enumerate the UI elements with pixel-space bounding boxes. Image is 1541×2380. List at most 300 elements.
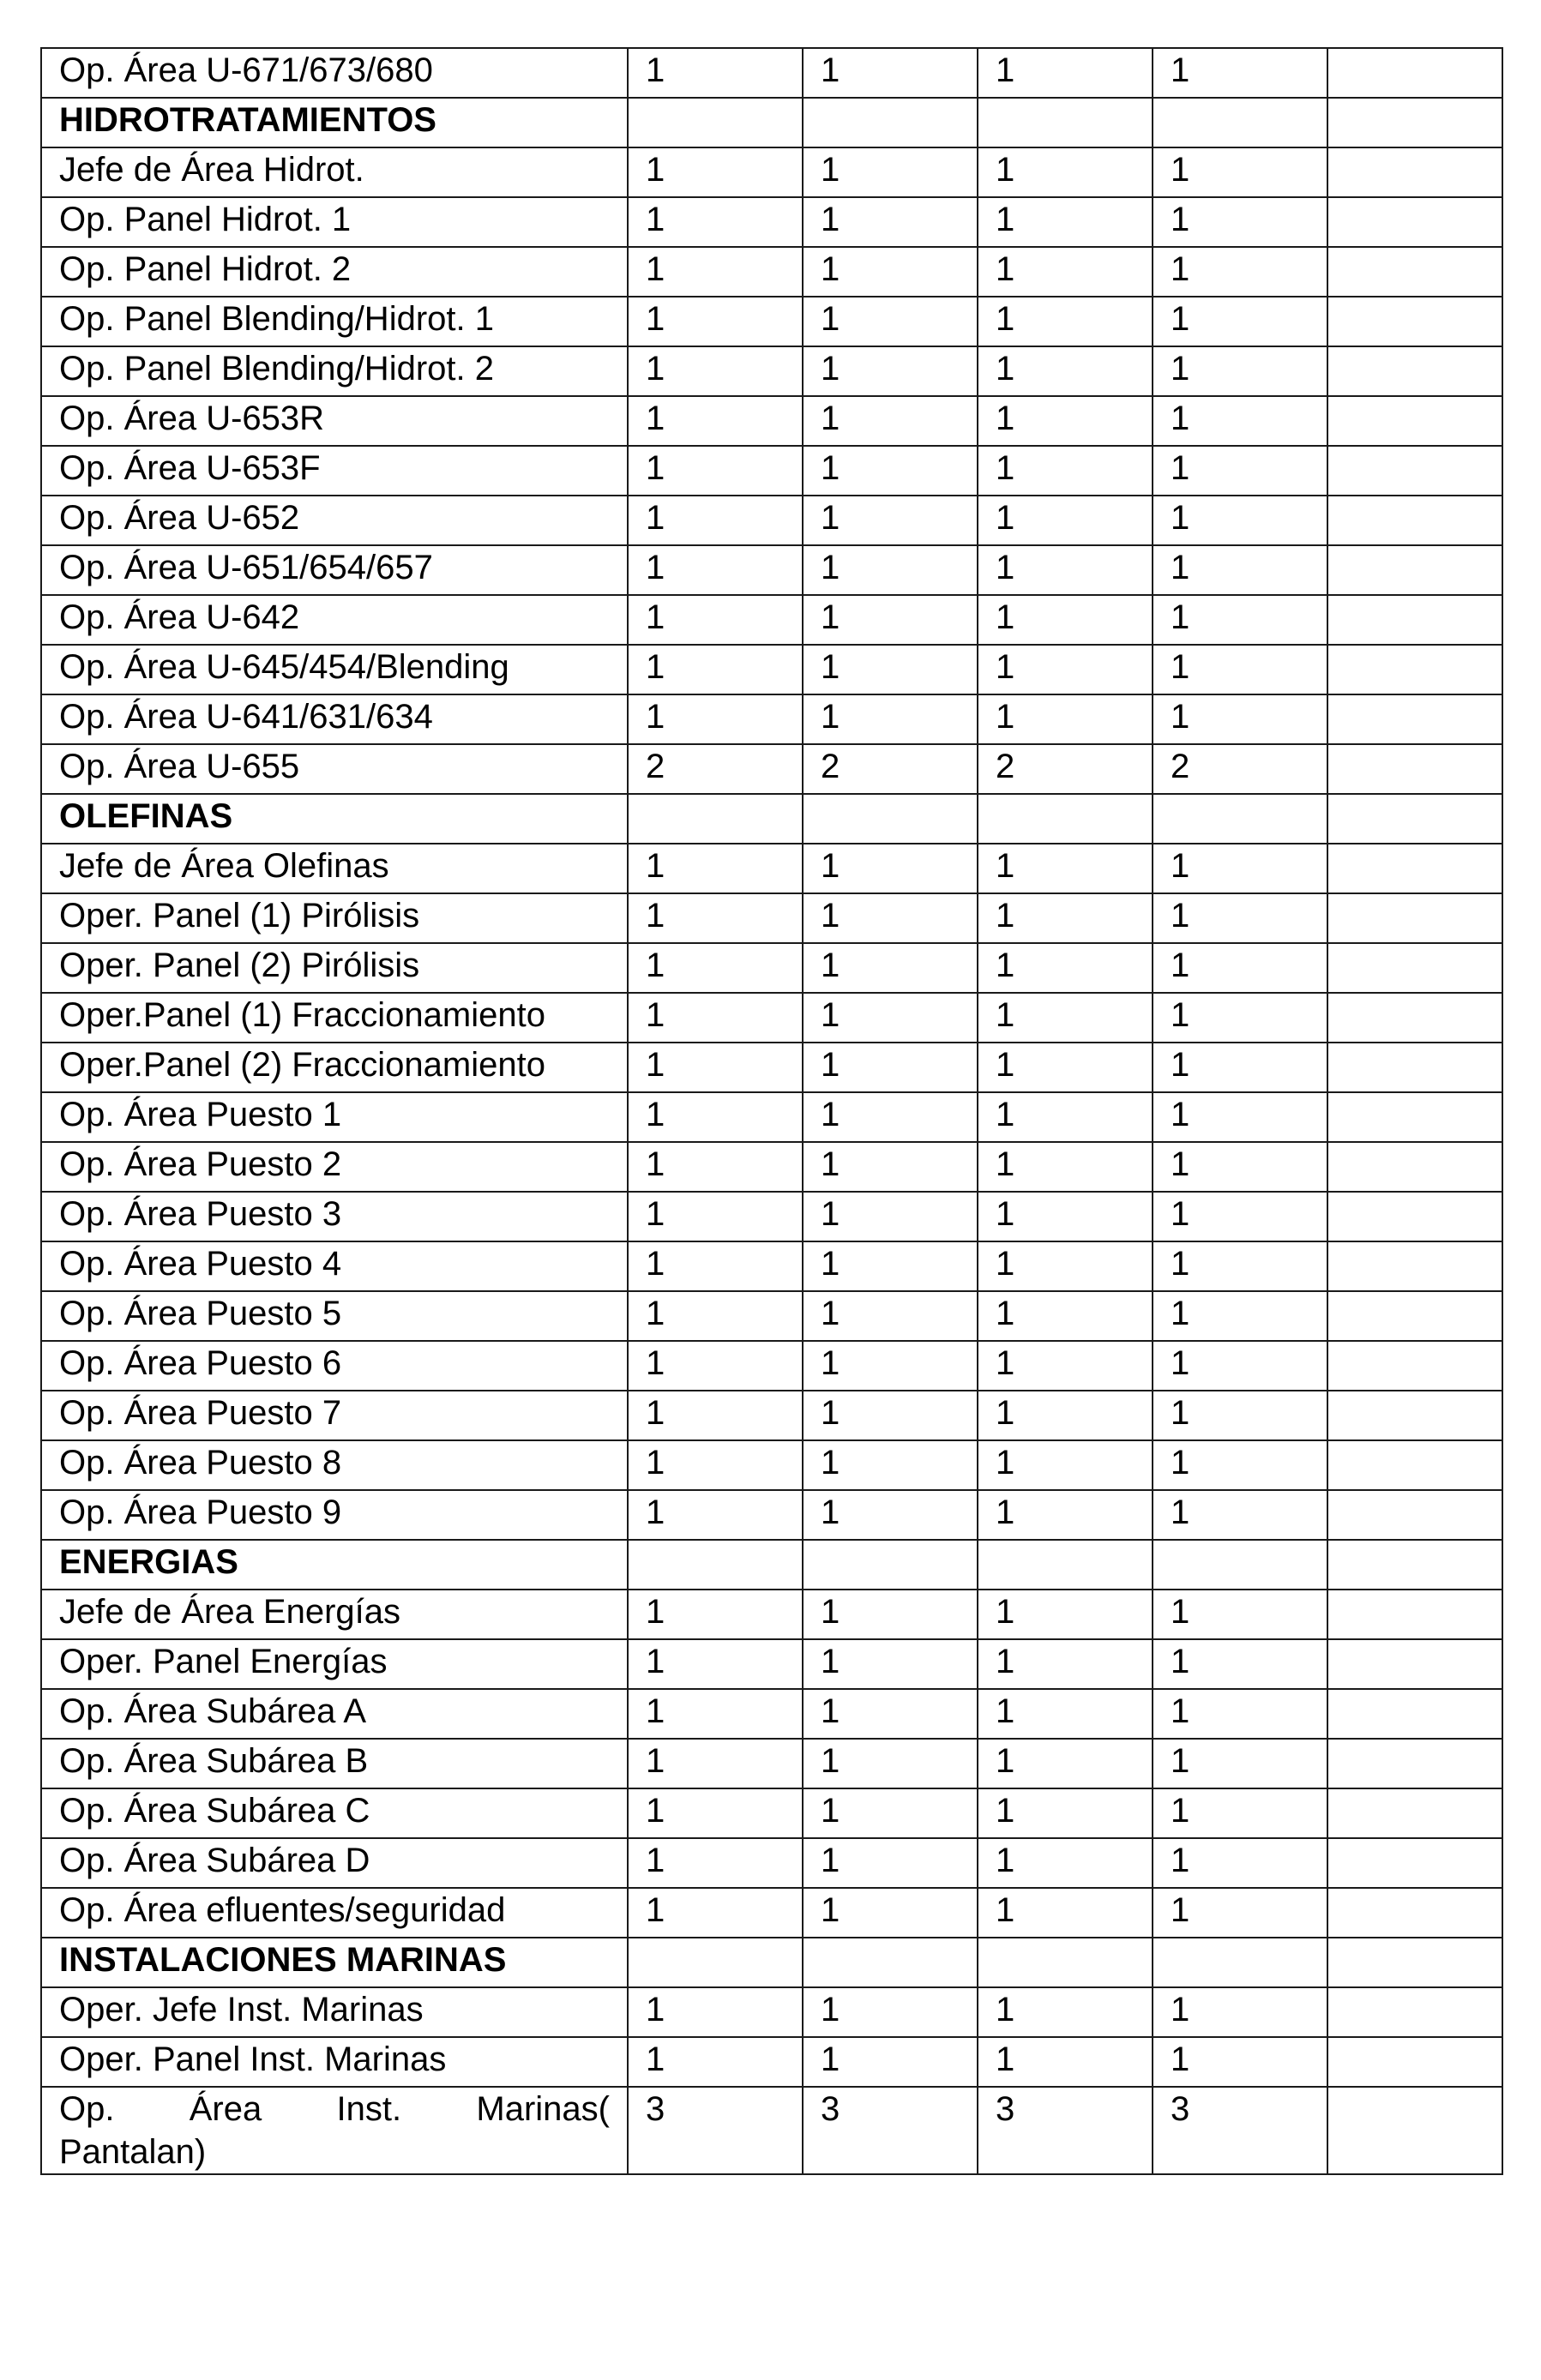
- position-label: Op. Área U-651/654/657: [41, 545, 628, 595]
- table-row: [41, 1391, 1502, 1440]
- count-cell: 1: [1153, 1639, 1327, 1689]
- table-row: [41, 1838, 1502, 1888]
- count-cell: 1: [803, 1092, 978, 1142]
- position-label: Op. Área U-641/631/634: [41, 694, 628, 744]
- count-cell: 1: [803, 1341, 978, 1391]
- position-label: Jefe de Área Energías: [41, 1590, 628, 1639]
- count-cell: [1327, 1838, 1502, 1888]
- count-cell: 1: [978, 1142, 1153, 1192]
- table-row: [41, 1043, 1502, 1092]
- count-cell: 1: [1153, 1192, 1327, 1241]
- count-cell: 3: [1153, 2087, 1327, 2174]
- count-cell: 1: [978, 346, 1153, 396]
- position-label: Op. Área Subárea A: [41, 1689, 628, 1739]
- count-cell: 1: [803, 297, 978, 346]
- position-label: Op. Panel Hidrot. 2: [41, 247, 628, 297]
- count-cell: 1: [803, 1838, 978, 1888]
- count-cell: [1327, 197, 1502, 247]
- table-row: [41, 1241, 1502, 1291]
- count-cell: 1: [1153, 595, 1327, 645]
- count-cell: 2: [1153, 744, 1327, 794]
- count-cell: [1327, 48, 1502, 98]
- count-cell: 1: [628, 2037, 803, 2087]
- count-cell: [978, 1938, 1153, 1987]
- count-cell: 1: [978, 297, 1153, 346]
- position-label-word: Inst.: [336, 2090, 402, 2128]
- count-cell: 1: [628, 645, 803, 694]
- count-cell: 1: [803, 1590, 978, 1639]
- section-header-row: [41, 794, 1502, 844]
- position-label: Op. Área U-671/673/680: [41, 48, 628, 98]
- table-row: [41, 993, 1502, 1043]
- count-cell: [628, 794, 803, 844]
- section-title: INSTALACIONES MARINAS: [41, 1938, 628, 1987]
- count-cell: 1: [978, 1092, 1153, 1142]
- count-cell: 1: [628, 247, 803, 297]
- count-cell: [1327, 1938, 1502, 1987]
- count-cell: 1: [628, 545, 803, 595]
- count-cell: 1: [803, 694, 978, 744]
- position-label: Op. Área U-645/454/Blending: [41, 645, 628, 694]
- count-cell: 1: [628, 446, 803, 496]
- count-cell: 1: [803, 1888, 978, 1938]
- count-cell: 1: [628, 1888, 803, 1938]
- position-label-word: Op.: [59, 2090, 115, 2128]
- count-cell: [628, 98, 803, 147]
- count-cell: 1: [1153, 496, 1327, 545]
- table-row: [41, 744, 1502, 794]
- table-row: [41, 297, 1502, 346]
- count-cell: 1: [1153, 893, 1327, 943]
- count-cell: 1: [1153, 48, 1327, 98]
- count-cell: 1: [1153, 1739, 1327, 1788]
- count-cell: 1: [628, 1590, 803, 1639]
- count-cell: 1: [628, 1788, 803, 1838]
- count-cell: 1: [1153, 2037, 1327, 2087]
- count-cell: [1327, 1490, 1502, 1540]
- count-cell: 1: [628, 595, 803, 645]
- position-label: Op. Área Subárea B: [41, 1739, 628, 1788]
- count-cell: 1: [628, 297, 803, 346]
- position-label: Op. Área Puesto 5: [41, 1291, 628, 1341]
- count-cell: [1327, 993, 1502, 1043]
- count-cell: [1327, 595, 1502, 645]
- count-cell: [1327, 98, 1502, 147]
- count-cell: 1: [978, 1788, 1153, 1838]
- count-cell: 1: [803, 346, 978, 396]
- count-cell: 1: [628, 1092, 803, 1142]
- count-cell: [1327, 545, 1502, 595]
- count-cell: [1327, 1888, 1502, 1938]
- section-header-row: [41, 1938, 1502, 1987]
- count-cell: [1327, 1440, 1502, 1490]
- count-cell: 1: [803, 893, 978, 943]
- position-label: Oper. Panel Energías: [41, 1639, 628, 1689]
- count-cell: 1: [1153, 1440, 1327, 1490]
- table-row: [41, 346, 1502, 396]
- position-label: Op. Área U-653R: [41, 396, 628, 446]
- count-cell: 1: [628, 1838, 803, 1888]
- count-cell: 1: [1153, 545, 1327, 595]
- count-cell: [628, 1540, 803, 1590]
- count-cell: 1: [628, 1192, 803, 1241]
- count-cell: 1: [628, 993, 803, 1043]
- count-cell: 1: [803, 1689, 978, 1739]
- table-row: [41, 1142, 1502, 1192]
- count-cell: 1: [978, 496, 1153, 545]
- count-cell: 1: [803, 645, 978, 694]
- table-row: [41, 2087, 1502, 2174]
- position-label-line: Pantalan): [59, 2133, 207, 2171]
- count-cell: [1327, 446, 1502, 496]
- count-cell: 3: [803, 2087, 978, 2174]
- position-label: Op. Área Puesto 3: [41, 1192, 628, 1241]
- count-cell: 1: [1153, 1043, 1327, 1092]
- count-cell: 1: [628, 1142, 803, 1192]
- count-cell: 1: [803, 446, 978, 496]
- count-cell: 1: [803, 1987, 978, 2037]
- table-row: [41, 893, 1502, 943]
- table-row: [41, 48, 1502, 98]
- count-cell: 1: [628, 48, 803, 98]
- count-cell: 1: [628, 1440, 803, 1490]
- position-label: Op. Área Puesto 6: [41, 1341, 628, 1391]
- count-cell: [1327, 744, 1502, 794]
- table-row: [41, 1291, 1502, 1341]
- count-cell: [803, 98, 978, 147]
- count-cell: 1: [978, 1391, 1153, 1440]
- count-cell: 1: [1153, 1142, 1327, 1192]
- table-row: [41, 1590, 1502, 1639]
- count-cell: 1: [1153, 247, 1327, 297]
- count-cell: 1: [978, 1043, 1153, 1092]
- count-cell: [1327, 893, 1502, 943]
- count-cell: 1: [1153, 1391, 1327, 1440]
- count-cell: 1: [628, 943, 803, 993]
- position-label: Op. Área Subárea D: [41, 1838, 628, 1888]
- section-header-row: [41, 1540, 1502, 1590]
- count-cell: [1327, 1739, 1502, 1788]
- count-cell: [1327, 1590, 1502, 1639]
- count-cell: [1327, 1142, 1502, 1192]
- count-cell: 1: [803, 1192, 978, 1241]
- position-label: Jefe de Área Olefinas: [41, 844, 628, 893]
- count-cell: 1: [628, 893, 803, 943]
- position-label: Oper.Panel (2) Fraccionamiento: [41, 1043, 628, 1092]
- count-cell: 1: [978, 1440, 1153, 1490]
- count-cell: [1327, 1291, 1502, 1341]
- count-cell: [1327, 1788, 1502, 1838]
- count-cell: 1: [803, 844, 978, 893]
- position-label: Op. Área Puesto 8: [41, 1440, 628, 1490]
- count-cell: 1: [978, 893, 1153, 943]
- count-cell: 1: [978, 844, 1153, 893]
- table-row: [41, 844, 1502, 893]
- count-cell: [1153, 98, 1327, 147]
- count-cell: [1327, 1241, 1502, 1291]
- count-cell: [1327, 794, 1502, 844]
- table-row: [41, 247, 1502, 297]
- position-label: Op. Área U-653F: [41, 446, 628, 496]
- table-row: [41, 1192, 1502, 1241]
- count-cell: 1: [803, 197, 978, 247]
- count-cell: 1: [628, 197, 803, 247]
- count-cell: 1: [978, 247, 1153, 297]
- position-label: Oper. Panel (1) Pirólisis: [41, 893, 628, 943]
- position-label: Oper.Panel (1) Fraccionamiento: [41, 993, 628, 1043]
- table-row: [41, 396, 1502, 446]
- count-cell: [1327, 1192, 1502, 1241]
- count-cell: [1327, 694, 1502, 744]
- count-cell: [978, 794, 1153, 844]
- count-cell: 1: [803, 1788, 978, 1838]
- count-cell: [1327, 247, 1502, 297]
- count-cell: 1: [628, 496, 803, 545]
- count-cell: 1: [803, 545, 978, 595]
- count-cell: 1: [803, 1291, 978, 1341]
- table-row: [41, 1341, 1502, 1391]
- count-cell: 1: [978, 2037, 1153, 2087]
- count-cell: 1: [978, 197, 1153, 247]
- position-label: Op. Área efluentes/seguridad: [41, 1888, 628, 1938]
- count-cell: 1: [978, 147, 1153, 197]
- count-cell: 1: [628, 1639, 803, 1689]
- count-cell: 1: [978, 545, 1153, 595]
- position-label: Op. Área Puesto 1: [41, 1092, 628, 1142]
- count-cell: 3: [628, 2087, 803, 2174]
- table-row: [41, 545, 1502, 595]
- count-cell: 1: [978, 993, 1153, 1043]
- count-cell: 1: [1153, 694, 1327, 744]
- count-cell: 1: [803, 496, 978, 545]
- count-cell: 1: [803, 1043, 978, 1092]
- position-label: Op. Panel Blending/Hidrot. 2: [41, 346, 628, 396]
- table-row: [41, 147, 1502, 197]
- count-cell: 1: [1153, 147, 1327, 197]
- count-cell: 1: [803, 1490, 978, 1540]
- count-cell: [1327, 147, 1502, 197]
- count-cell: 1: [978, 446, 1153, 496]
- count-cell: [628, 1938, 803, 1987]
- count-cell: [1327, 1092, 1502, 1142]
- count-cell: 1: [1153, 1291, 1327, 1341]
- count-cell: 1: [1153, 1838, 1327, 1888]
- count-cell: [978, 1540, 1153, 1590]
- count-cell: [803, 794, 978, 844]
- count-cell: [1327, 943, 1502, 993]
- count-cell: 1: [1153, 1788, 1327, 1838]
- count-cell: 1: [978, 1987, 1153, 2037]
- count-cell: 1: [1153, 346, 1327, 396]
- count-cell: 1: [803, 1639, 978, 1689]
- count-cell: 1: [628, 1739, 803, 1788]
- count-cell: [1153, 1540, 1327, 1590]
- count-cell: 1: [803, 48, 978, 98]
- count-cell: 1: [978, 1241, 1153, 1291]
- position-label: Op. Área Puesto 4: [41, 1241, 628, 1291]
- count-cell: 1: [803, 1391, 978, 1440]
- count-cell: 1: [628, 1987, 803, 2037]
- count-cell: 1: [978, 694, 1153, 744]
- count-cell: 1: [803, 1241, 978, 1291]
- count-cell: 1: [628, 1490, 803, 1540]
- count-cell: 1: [803, 1440, 978, 1490]
- count-cell: 1: [628, 1241, 803, 1291]
- table-row: [41, 2037, 1502, 2087]
- count-cell: [1327, 844, 1502, 893]
- table-row: [41, 1689, 1502, 1739]
- position-label: Op. Área U-642: [41, 595, 628, 645]
- count-cell: 1: [803, 147, 978, 197]
- count-cell: [1327, 496, 1502, 545]
- section-title: HIDROTRATAMIENTOS: [41, 98, 628, 147]
- position-label: Op. Área Puesto 7: [41, 1391, 628, 1440]
- position-label: Op. Área Puesto 2: [41, 1142, 628, 1192]
- count-cell: 1: [628, 1689, 803, 1739]
- count-cell: 1: [803, 2037, 978, 2087]
- count-cell: 1: [1153, 396, 1327, 446]
- table-row: [41, 1092, 1502, 1142]
- count-cell: 1: [628, 346, 803, 396]
- count-cell: 1: [803, 396, 978, 446]
- count-cell: 1: [978, 1490, 1153, 1540]
- count-cell: [803, 1938, 978, 1987]
- count-cell: 1: [1153, 1689, 1327, 1739]
- table-row: [41, 1987, 1502, 2037]
- table-row: [41, 446, 1502, 496]
- count-cell: 1: [978, 1192, 1153, 1241]
- count-cell: [1327, 2037, 1502, 2087]
- count-cell: 1: [1153, 1490, 1327, 1540]
- position-label: Op. Área U-652: [41, 496, 628, 545]
- table-row: [41, 595, 1502, 645]
- position-label: Oper. Panel Inst. Marinas: [41, 2037, 628, 2087]
- count-cell: 1: [978, 943, 1153, 993]
- count-cell: 1: [1153, 943, 1327, 993]
- count-cell: 1: [1153, 297, 1327, 346]
- count-cell: [1327, 1341, 1502, 1391]
- count-cell: [1327, 396, 1502, 446]
- table-row: [41, 1639, 1502, 1689]
- count-cell: 1: [978, 396, 1153, 446]
- count-cell: [1327, 297, 1502, 346]
- count-cell: 1: [628, 1291, 803, 1341]
- position-label-word: Marinas(: [476, 2090, 610, 2128]
- count-cell: 1: [978, 1639, 1153, 1689]
- count-cell: 1: [978, 1341, 1153, 1391]
- count-cell: 1: [978, 645, 1153, 694]
- count-cell: 1: [803, 595, 978, 645]
- count-cell: 1: [803, 943, 978, 993]
- table-row: [41, 197, 1502, 247]
- count-cell: [1327, 2087, 1502, 2174]
- count-cell: 3: [978, 2087, 1153, 2174]
- table-row: [41, 1490, 1502, 1540]
- count-cell: 1: [1153, 1092, 1327, 1142]
- table-row: [41, 943, 1502, 993]
- table-row: [41, 1888, 1502, 1938]
- count-cell: 1: [1153, 1241, 1327, 1291]
- count-cell: 1: [978, 1590, 1153, 1639]
- position-label: Op. Área Subárea C: [41, 1788, 628, 1838]
- count-cell: [1327, 1987, 1502, 2037]
- count-cell: 1: [1153, 1987, 1327, 2037]
- count-cell: [1327, 1639, 1502, 1689]
- position-label: Op. Panel Blending/Hidrot. 1: [41, 297, 628, 346]
- table-row: [41, 1440, 1502, 1490]
- count-cell: 1: [1153, 446, 1327, 496]
- count-cell: 1: [1153, 844, 1327, 893]
- position-label: [41, 2087, 628, 2174]
- count-cell: [1327, 1689, 1502, 1739]
- count-cell: [1153, 794, 1327, 844]
- count-cell: 1: [803, 247, 978, 297]
- count-cell: 1: [978, 1888, 1153, 1938]
- table-row: [41, 645, 1502, 694]
- count-cell: 1: [803, 993, 978, 1043]
- count-cell: 1: [978, 595, 1153, 645]
- count-cell: 1: [803, 1739, 978, 1788]
- count-cell: 1: [978, 1838, 1153, 1888]
- count-cell: [803, 1540, 978, 1590]
- count-cell: 1: [628, 1043, 803, 1092]
- count-cell: 1: [628, 694, 803, 744]
- count-cell: [1153, 1938, 1327, 1987]
- position-label-word: Área: [189, 2090, 262, 2128]
- staffing-table: [40, 47, 1503, 2175]
- section-title: ENERGIAS: [41, 1540, 628, 1590]
- position-label: Oper. Jefe Inst. Marinas: [41, 1987, 628, 2037]
- count-cell: 1: [978, 1739, 1153, 1788]
- section-title: OLEFINAS: [41, 794, 628, 844]
- count-cell: [1327, 645, 1502, 694]
- count-cell: 1: [628, 1341, 803, 1391]
- count-cell: 1: [978, 1689, 1153, 1739]
- count-cell: 1: [628, 147, 803, 197]
- count-cell: 1: [1153, 197, 1327, 247]
- position-label: Op. Área U-655: [41, 744, 628, 794]
- count-cell: 1: [628, 844, 803, 893]
- count-cell: [1327, 1043, 1502, 1092]
- count-cell: 1: [978, 48, 1153, 98]
- count-cell: [978, 98, 1153, 147]
- section-header-row: [41, 98, 1502, 147]
- count-cell: 1: [628, 396, 803, 446]
- count-cell: [1327, 346, 1502, 396]
- position-label: Op. Panel Hidrot. 1: [41, 197, 628, 247]
- count-cell: 1: [1153, 645, 1327, 694]
- position-label: Oper. Panel (2) Pirólisis: [41, 943, 628, 993]
- count-cell: 1: [1153, 1590, 1327, 1639]
- table-row: [41, 496, 1502, 545]
- count-cell: 1: [1153, 1341, 1327, 1391]
- count-cell: 1: [1153, 993, 1327, 1043]
- count-cell: [1327, 1540, 1502, 1590]
- position-label: Op. Área Puesto 9: [41, 1490, 628, 1540]
- count-cell: 2: [978, 744, 1153, 794]
- count-cell: 1: [1153, 1888, 1327, 1938]
- position-label: Jefe de Área Hidrot.: [41, 147, 628, 197]
- count-cell: [1327, 1391, 1502, 1440]
- count-cell: 1: [978, 1291, 1153, 1341]
- staffing-table-body: [41, 48, 1502, 2174]
- count-cell: 2: [628, 744, 803, 794]
- position-label-line: [59, 2088, 627, 2131]
- count-cell: 1: [628, 1391, 803, 1440]
- table-row: [41, 1788, 1502, 1838]
- table-row: [41, 694, 1502, 744]
- table-row: [41, 1739, 1502, 1788]
